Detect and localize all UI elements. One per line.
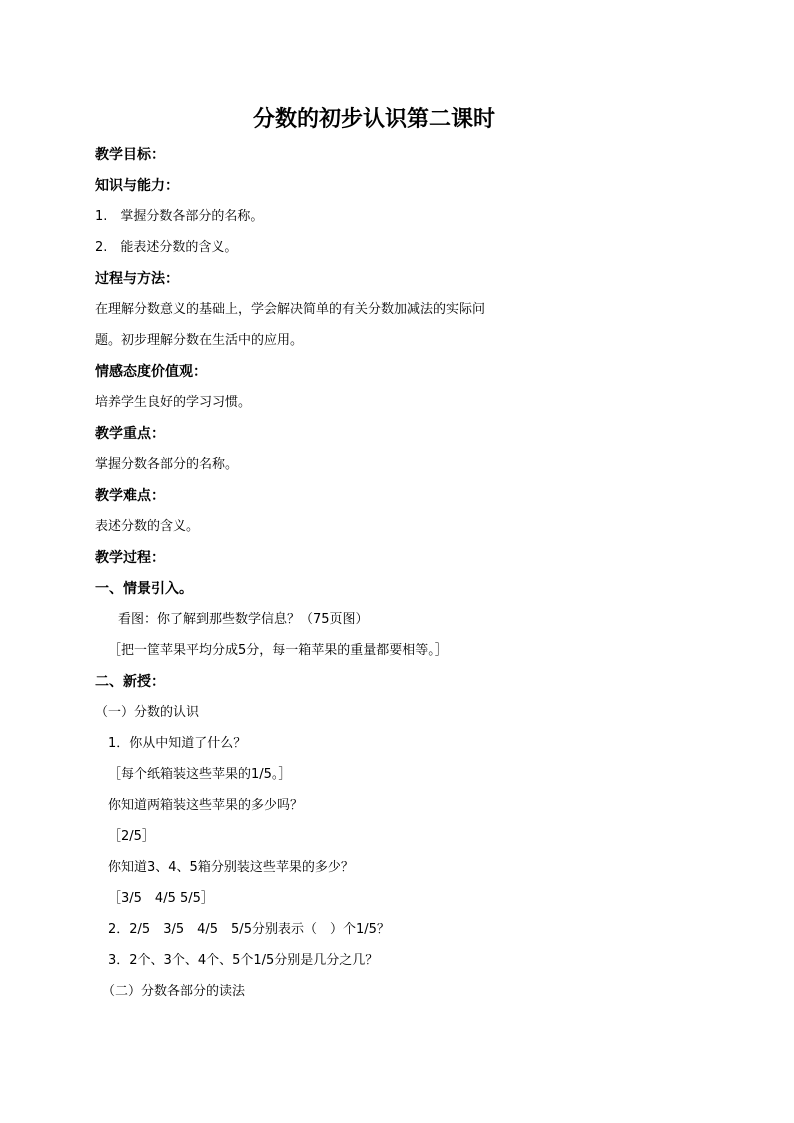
- text-line: 1. 掌握分数各部分的名称。: [95, 209, 264, 224]
- text-line: 你知道3、4、5箱分别装这些苹果的多少？: [108, 860, 354, 875]
- text-line: 题。初步理解分数在生活中的应用。: [95, 333, 304, 348]
- text-line: ［2/5］: [108, 829, 155, 844]
- text-line: 掌握分数各部分的名称。: [95, 457, 239, 472]
- heading-scene-intro: 一、情景引入。: [95, 581, 193, 597]
- heading-teaching-goals: 教学目标：: [95, 147, 165, 163]
- text-line: ［3/5 4/5 5/5］: [108, 891, 214, 906]
- heading-new-lesson: 二、新授：: [95, 674, 165, 690]
- heading-process-method: 过程与方法：: [95, 271, 179, 287]
- page-title: 分数的初步认识第二课时: [252, 106, 495, 132]
- text-line: 1．你从中知道了什么？: [108, 736, 247, 751]
- text-line: ［每个纸箱装这些苹果的1/5。］: [108, 767, 292, 782]
- text-line: ［把一筐苹果平均分成5分，每一箱苹果的重量都要相等。］: [108, 643, 448, 658]
- text-line: 2．2/5 3/5 4/5 5/5分别表示（ ）个1/5？: [108, 922, 390, 937]
- heading-key-points: 教学重点：: [95, 426, 165, 442]
- heading-attitude-values: 情感态度价值观：: [95, 364, 207, 380]
- text-line: 在理解分数意义的基础上，学会解决简单的有关分数加减法的实际问: [95, 302, 486, 317]
- heading-difficult-points: 教学难点：: [95, 488, 165, 504]
- text-line: 表述分数的含义。: [95, 519, 200, 534]
- heading-teaching-process: 教学过程：: [95, 550, 165, 566]
- text-line: 看图：你了解到那些数学信息？（75页图）: [118, 612, 369, 627]
- text-line: 你知道两箱装这些苹果的多少吗？: [108, 798, 304, 813]
- subheading-fraction-understanding: （一）分数的认识: [95, 705, 200, 720]
- subheading-fraction-reading: （二）分数各部分的读法: [102, 984, 246, 999]
- text-line: 2. 能表述分数的含义。: [95, 240, 238, 255]
- text-line: 培养学生良好的学习习惯。: [95, 395, 252, 410]
- heading-knowledge-ability: 知识与能力：: [95, 178, 179, 194]
- text-line: 3．2个、3个、4个、5个1/5分别是几分之几？: [108, 953, 379, 968]
